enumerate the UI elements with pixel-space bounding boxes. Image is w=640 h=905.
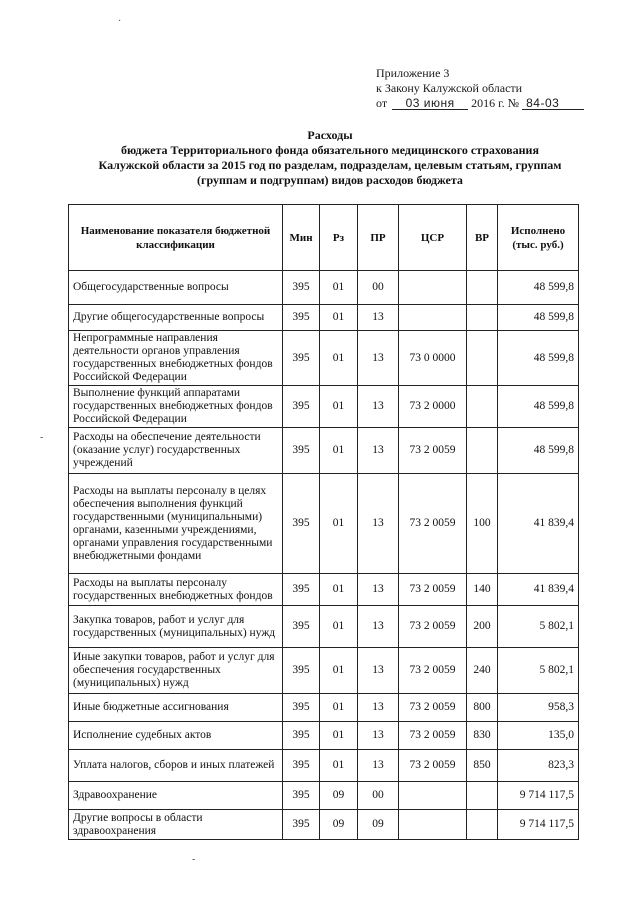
cell-name: Другие общегосударственные вопросы [69,305,283,331]
header-amount: Исполнено (тыс. руб.) [498,205,579,271]
cell-rz: 01 [320,331,358,386]
cell-pr: 13 [358,386,399,428]
cell-amount: 48 599,8 [498,428,579,474]
cell-min: 395 [283,331,320,386]
annex-date-line [376,96,584,111]
cell-pr: 13 [358,331,399,386]
cell-csr [399,782,467,810]
cell-amount: 41 839,4 [498,474,579,574]
cell-pr: 13 [358,574,399,606]
table-row [69,428,579,474]
cell-rz: 01 [320,474,358,574]
cell-rz: 09 [320,782,358,810]
annex-block [376,66,584,111]
cell-rz: 01 [320,271,358,305]
cell-name: Другие вопросы в области здравоохранения [69,810,283,840]
cell-name: Выполнение функций аппаратами государственных внебюджетных фондов Российской Федерации [69,386,283,428]
cell-csr: 73 2 0059 [399,694,467,722]
document-title [60,128,600,188]
cell-min: 395 [283,574,320,606]
scan-speck: - [192,854,196,865]
cell-amount: 5 802,1 [498,648,579,694]
annex-title: Приложение 3 [376,66,450,80]
cell-vr [467,305,498,331]
cell-amount: 48 599,8 [498,271,579,305]
cell-vr [467,271,498,305]
cell-csr [399,810,467,840]
cell-vr: 850 [467,750,498,782]
header-vr: ВР [467,205,498,271]
cell-pr: 13 [358,428,399,474]
header-min: Мин [283,205,320,271]
cell-min: 395 [283,810,320,840]
cell-vr [467,782,498,810]
cell-csr: 73 2 0000 [399,386,467,428]
cell-name: Расходы на выплаты персоналу в целях обеспечения выполнения функций государственными (муниципальными) органами, казенными учреждениями, органами управления государственными внебюджетными фондами [69,474,283,574]
cell-amount: 5 802,1 [498,606,579,648]
cell-csr: 73 2 0059 [399,428,467,474]
cell-min: 395 [283,694,320,722]
cell-amount: 135,0 [498,722,579,750]
cell-vr: 140 [467,574,498,606]
cell-csr: 73 2 0059 [399,574,467,606]
cell-vr [467,428,498,474]
cell-min: 395 [283,305,320,331]
cell-pr: 00 [358,782,399,810]
scan-speck: - [40,432,44,443]
cell-csr: 73 2 0059 [399,648,467,694]
cell-csr: 73 0 0000 [399,331,467,386]
table-row [69,331,579,386]
cell-pr: 13 [358,722,399,750]
cell-name: Иные закупки товаров, работ и услуг для обеспечения государственных (муниципальных) нужд [69,648,283,694]
cell-name: Непрограммные направления деятельности органов управления государственных внебюджетных фондов Российской Федерации [69,331,283,386]
cell-pr: 13 [358,750,399,782]
header-pr: ПР [358,205,399,271]
cell-rz: 01 [320,722,358,750]
cell-csr: 73 2 0059 [399,606,467,648]
cell-pr: 00 [358,271,399,305]
cell-vr: 240 [467,648,498,694]
cell-amount: 9 714 117,5 [498,782,579,810]
cell-vr: 800 [467,694,498,722]
cell-name: Здравоохранение [69,782,283,810]
cell-vr: 200 [467,606,498,648]
cell-vr [467,386,498,428]
header-rz: Рз [320,205,358,271]
cell-min: 395 [283,722,320,750]
cell-min: 395 [283,782,320,810]
table-row [69,782,579,810]
cell-rz: 01 [320,750,358,782]
cell-pr: 09 [358,810,399,840]
title-line-1: Расходы [307,128,353,142]
scan-speck: · [118,16,122,27]
cell-name: Закупка товаров, работ и услуг для государственных (муниципальных) нужд [69,606,283,648]
header-csr: ЦСР [399,205,467,271]
cell-name: Уплата налогов, сборов и иных платежей [69,750,283,782]
cell-min: 395 [283,750,320,782]
cell-amount: 823,3 [498,750,579,782]
cell-rz: 01 [320,428,358,474]
cell-csr [399,271,467,305]
annex-from-label: от [376,96,388,110]
cell-csr [399,305,467,331]
title-line-2: бюджета Территориального фонда обязательного медицинского страхования [121,143,539,157]
table-row [69,574,579,606]
cell-amount: 48 599,8 [498,331,579,386]
cell-amount: 48 599,8 [498,305,579,331]
cell-rz: 01 [320,694,358,722]
cell-rz: 09 [320,810,358,840]
cell-vr: 100 [467,474,498,574]
cell-min: 395 [283,474,320,574]
annex-law-reference: к Закону Калужской области [376,81,523,95]
cell-rz: 01 [320,386,358,428]
table-row [69,271,579,305]
cell-csr: 73 2 0059 [399,474,467,574]
cell-min: 395 [283,428,320,474]
cell-vr [467,331,498,386]
cell-pr: 13 [358,694,399,722]
cell-pr: 13 [358,305,399,331]
cell-name: Общегосударственные вопросы [69,271,283,305]
annex-year-label: 2016 г. № [471,96,520,110]
cell-min: 395 [283,271,320,305]
table-header-row [69,205,579,271]
table-row [69,750,579,782]
table-row [69,722,579,750]
table-row [69,810,579,840]
table-row [69,474,579,574]
cell-min: 395 [283,648,320,694]
table-row [69,694,579,722]
cell-amount: 958,3 [498,694,579,722]
cell-vr [467,810,498,840]
cell-pr: 13 [358,474,399,574]
cell-name: Исполнение судебных актов [69,722,283,750]
table-body [69,271,579,840]
cell-rz: 01 [320,305,358,331]
annex-date: 03 июня [392,97,468,110]
table-row [69,305,579,331]
cell-name: Расходы на выплаты персоналу государственных внебюджетных фондов [69,574,283,606]
cell-rz: 01 [320,648,358,694]
cell-min: 395 [283,386,320,428]
table-row [69,386,579,428]
cell-rz: 01 [320,574,358,606]
title-line-3: Калужской области за 2015 год по разделам, подразделам, целевым статьям, группам [98,158,562,172]
budget-table [68,204,579,840]
cell-amount: 48 599,8 [498,386,579,428]
cell-csr: 73 2 0059 [399,722,467,750]
header-name: Наименование показателя бюджетной классификации [69,205,283,271]
table-row [69,606,579,648]
cell-name: Расходы на обеспечение деятельности (оказание услуг) государственных учреждений [69,428,283,474]
table-row [69,648,579,694]
cell-min: 395 [283,606,320,648]
cell-rz: 01 [320,606,358,648]
cell-vr: 830 [467,722,498,750]
annex-number: 84-03 [522,97,584,110]
cell-pr: 13 [358,606,399,648]
cell-amount: 9 714 117,5 [498,810,579,840]
cell-pr: 13 [358,648,399,694]
title-line-4: (группам и подгруппам) видов расходов бюджета [197,173,463,187]
cell-name: Иные бюджетные ассигнования [69,694,283,722]
cell-csr: 73 2 0059 [399,750,467,782]
cell-amount: 41 839,4 [498,574,579,606]
